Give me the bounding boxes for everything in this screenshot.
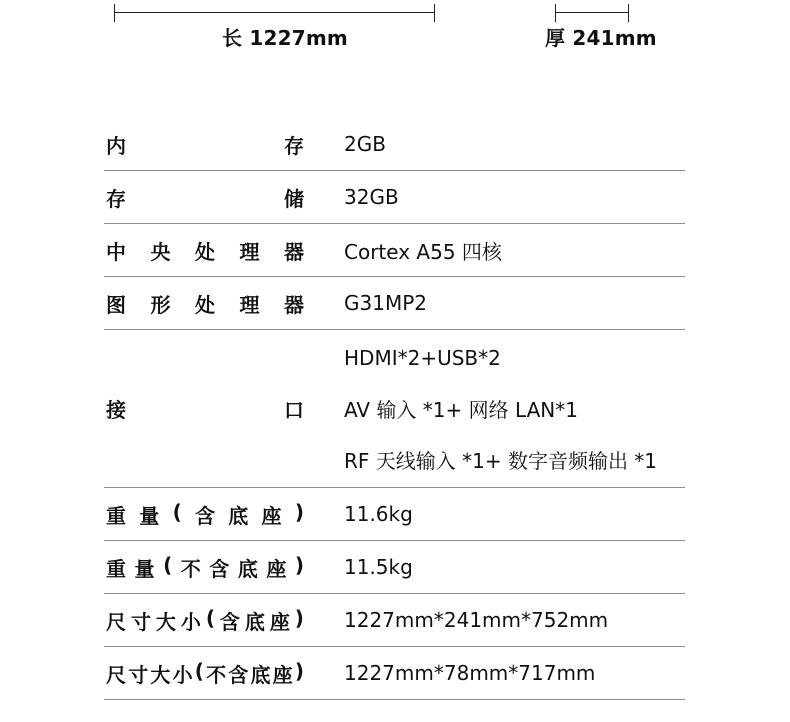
spec-label-char: 接	[106, 398, 126, 422]
spec-label	[104, 553, 304, 582]
spec-label-char: 含	[228, 662, 249, 687]
spec-label-char: 器	[284, 239, 304, 264]
spec-label-char: 座	[261, 503, 282, 528]
depth-dimension-label: 厚 241mm	[545, 26, 657, 50]
length-dimension-label: 长 1227mm	[222, 26, 348, 50]
spec-label-char: 寸	[128, 662, 149, 687]
spec-label-char: 底	[250, 662, 271, 687]
spec-value: 1227mm*78mm*717mm	[344, 661, 596, 685]
spec-label-char: 底	[228, 503, 249, 528]
spec-label-char: 大	[150, 662, 171, 687]
spec-label-char: 座	[266, 556, 287, 581]
spec-value: RF 天线输入 *1+ 数字音频输出 *1	[344, 449, 658, 473]
spec-row-size-without-stand	[104, 647, 685, 700]
spec-label-char: 器	[284, 292, 304, 317]
depth-dimension-tick-right	[628, 4, 629, 22]
spec-label-char: (	[172, 499, 182, 524]
spec-label-char: 座	[269, 609, 290, 634]
spec-label-char: (	[205, 605, 215, 630]
spec-label-char: 重	[106, 556, 126, 581]
spec-row-cpu	[104, 224, 685, 277]
spec-value: 11.5kg	[344, 555, 413, 579]
length-dimension-tick-right	[434, 4, 435, 22]
length-dimension-tick-left	[114, 4, 115, 22]
spec-label-char: 底	[237, 556, 258, 581]
spec-label-char: 口	[284, 398, 304, 422]
spec-label-char: )	[294, 658, 304, 683]
spec-label-char: 量	[134, 556, 155, 581]
spec-label	[104, 500, 304, 529]
spec-label-char: 央	[150, 239, 171, 264]
spec-label	[104, 394, 304, 423]
spec-label	[104, 289, 304, 318]
spec-label-char: 小	[180, 609, 201, 634]
spec-label-char: 存	[284, 133, 304, 158]
spec-label-char: 内	[106, 133, 126, 158]
spec-label-char: 尺	[106, 662, 126, 687]
spec-label-char: (	[194, 658, 204, 683]
spec-label	[104, 183, 304, 212]
spec-value: 2GB	[344, 132, 386, 156]
spec-label-char: 重	[106, 503, 126, 528]
spec-value: 32GB	[344, 185, 399, 209]
spec-label-char: )	[294, 605, 304, 630]
spec-value: G31MP2	[344, 291, 427, 315]
spec-value: 1227mm*241mm*752mm	[344, 608, 609, 632]
length-dimension-line	[114, 12, 435, 13]
spec-value: HDMI*2+USB*2	[344, 346, 501, 370]
spec-label	[104, 130, 304, 159]
spec-table	[104, 118, 685, 700]
spec-label-char: 存	[106, 186, 126, 211]
spec-label-char: 大	[155, 609, 176, 634]
spec-label-char: )	[294, 552, 304, 577]
spec-label-char: 底	[244, 609, 265, 634]
spec-label-char: )	[294, 499, 304, 524]
spec-value: AV 输入 *1+ 网络 LAN*1	[344, 397, 578, 422]
spec-value: 11.6kg	[344, 502, 413, 526]
spec-label-char: 含	[194, 503, 215, 528]
spec-label-char: 形	[150, 292, 171, 317]
spec-row-weight-with-stand	[104, 488, 685, 541]
spec-row-ports	[104, 330, 685, 488]
spec-label-char: 尺	[106, 609, 126, 634]
spec-label-char: 寸	[130, 609, 151, 634]
spec-label-char: 储	[284, 186, 304, 211]
depth-dimension-tick-left	[555, 4, 556, 22]
spec-label-char: 不	[180, 556, 201, 581]
spec-label	[104, 659, 304, 688]
depth-dimension-line	[555, 12, 629, 13]
spec-label-char: 处	[195, 239, 215, 264]
spec-row-gpu	[104, 277, 685, 330]
spec-label-char: 小	[172, 662, 193, 687]
spec-label	[104, 606, 304, 635]
spec-label-char: 理	[239, 239, 260, 264]
spec-row-weight-without-stand	[104, 541, 685, 594]
spec-row-size-with-stand	[104, 594, 685, 647]
spec-label-char: 含	[209, 556, 230, 581]
spec-label-char: 处	[195, 292, 215, 317]
spec-row-storage	[104, 171, 685, 224]
spec-value: Cortex A55 四核	[344, 239, 502, 264]
spec-row-memory	[104, 118, 685, 171]
spec-label-char: 含	[219, 609, 240, 634]
spec-label-char: (	[163, 552, 173, 577]
spec-label-char: 图	[106, 292, 126, 317]
spec-label-char: 量	[139, 503, 160, 528]
spec-label	[104, 236, 304, 265]
spec-label-char: 理	[239, 292, 260, 317]
spec-value-list	[344, 344, 657, 475]
spec-label-char: 中	[106, 239, 126, 264]
spec-label-char: 不	[206, 662, 227, 687]
spec-label-char: 座	[272, 662, 293, 687]
